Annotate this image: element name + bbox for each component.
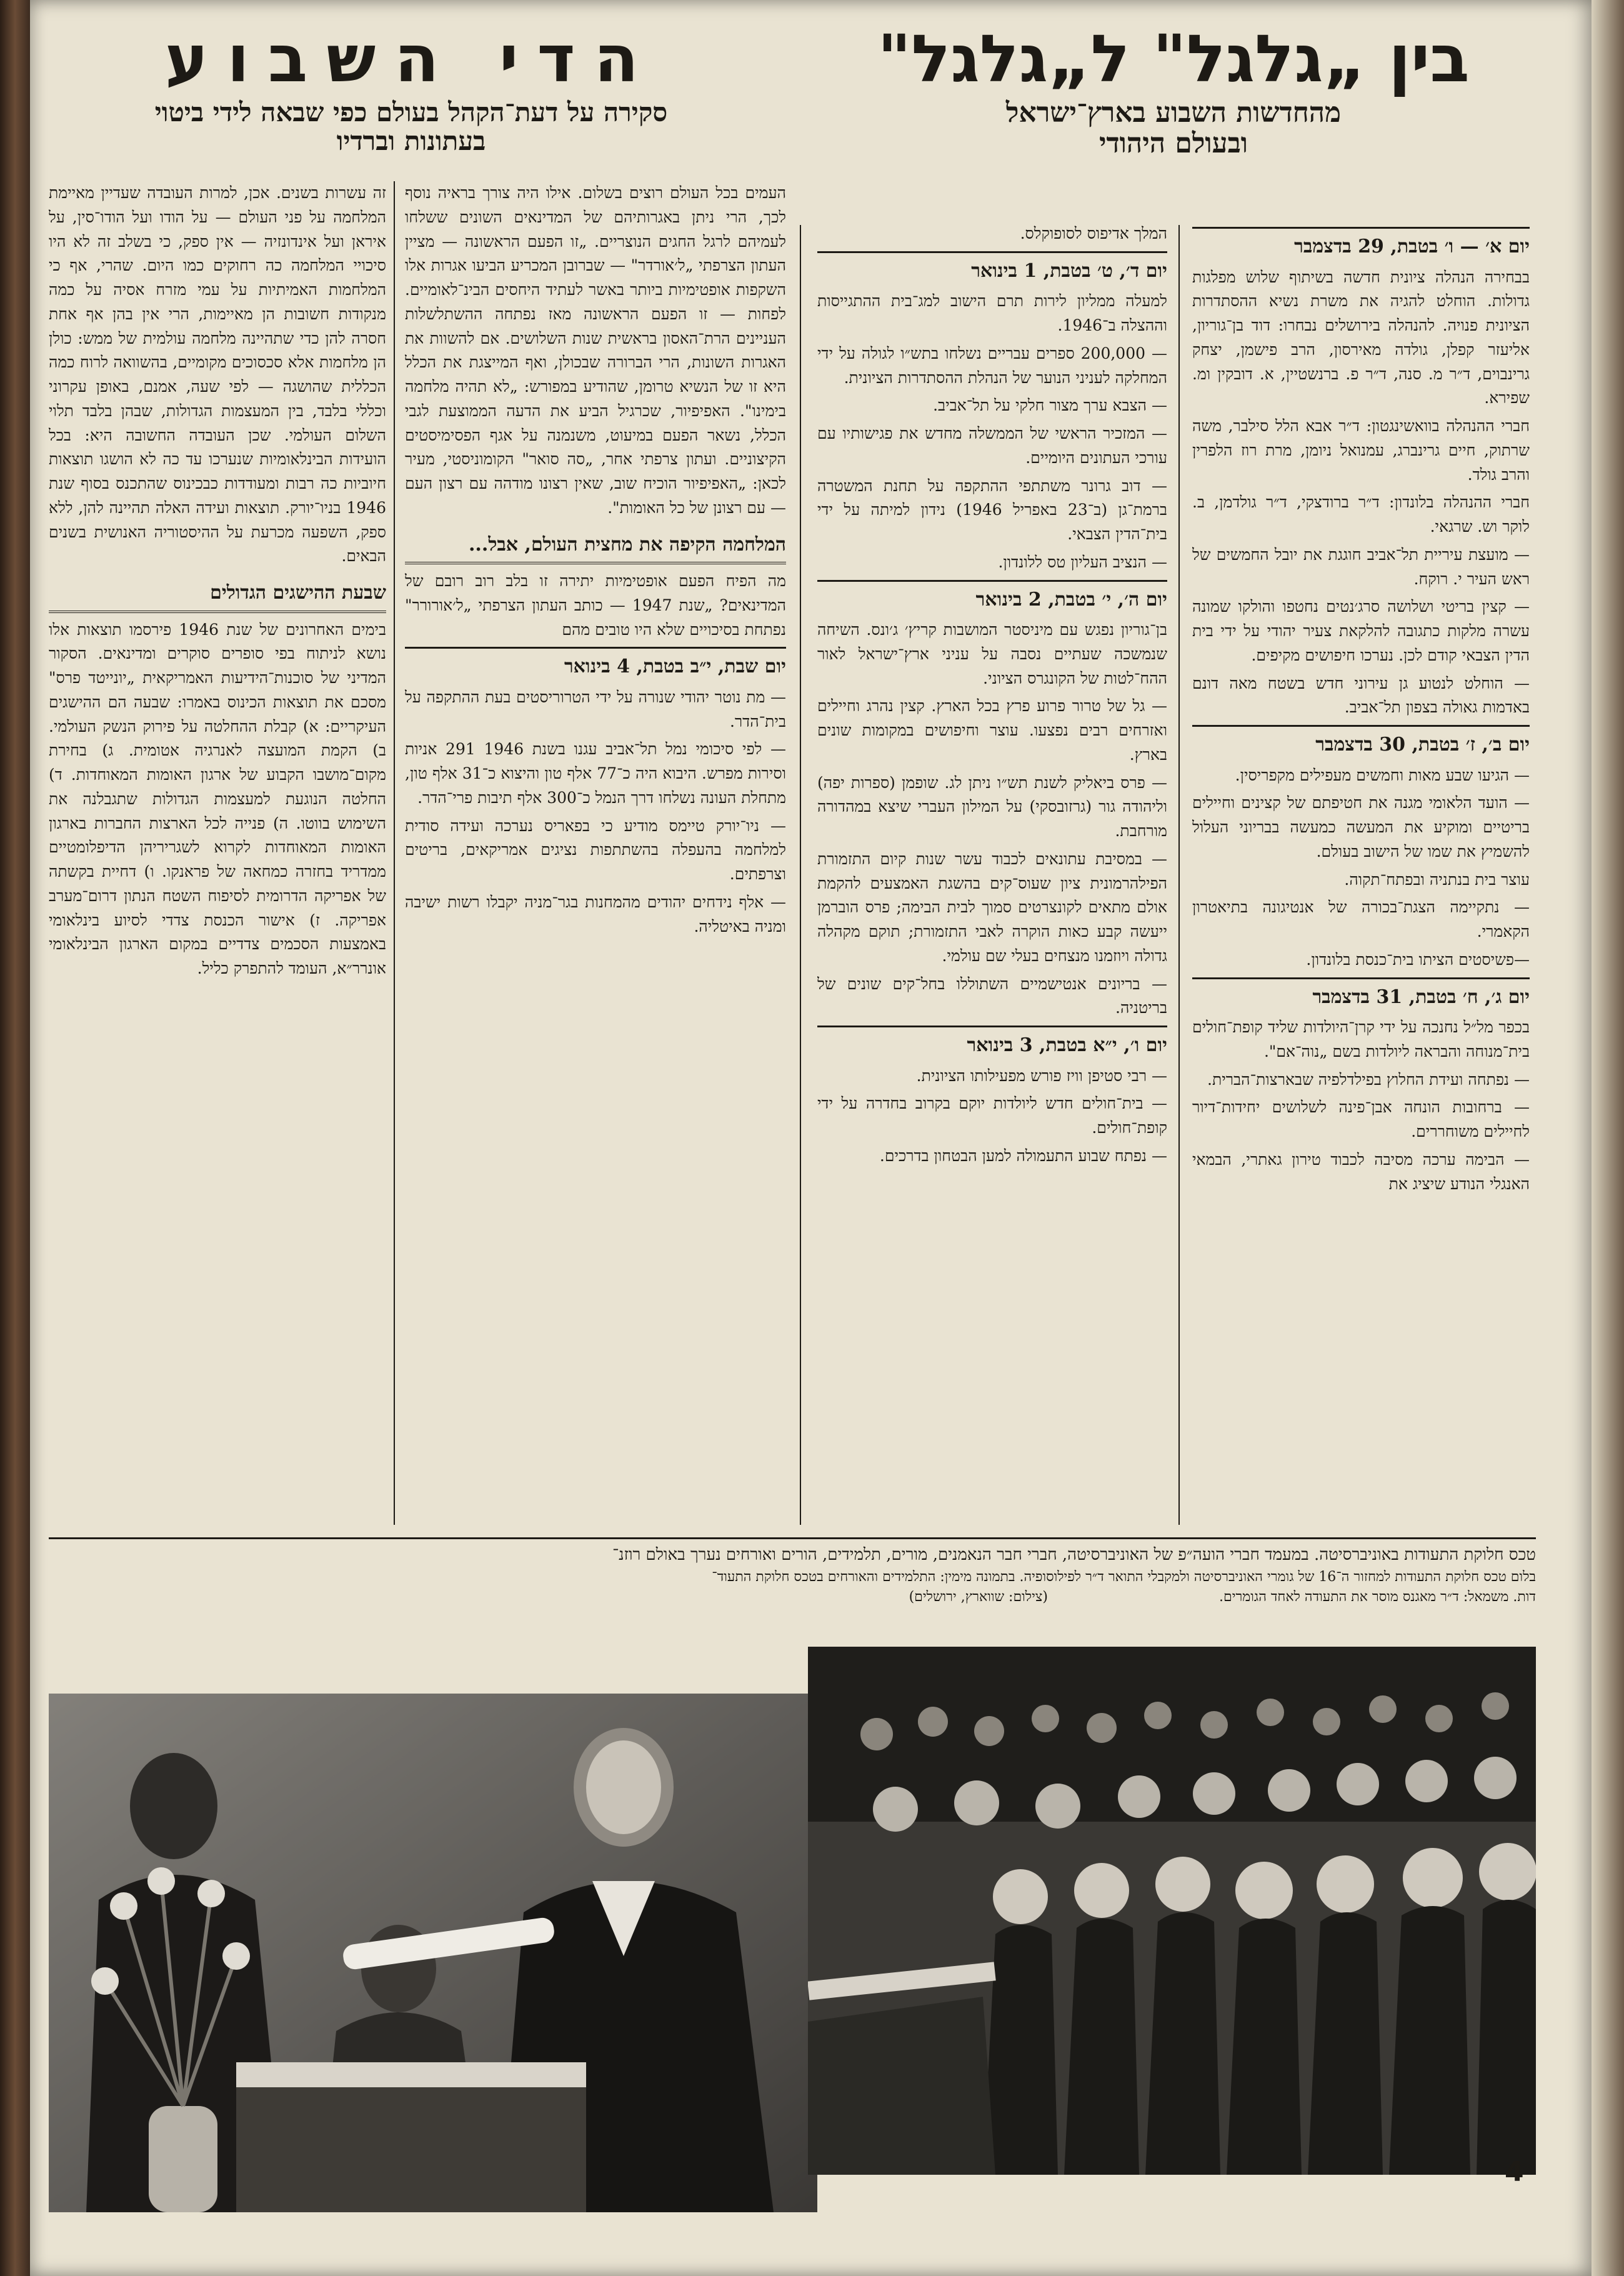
left-subtitle-2: בעתונות וברדיו [336,126,486,157]
news-paragraph: עוצר בית בנתניה ובפתח־תקוה. [1344,870,1530,889]
column-divider [800,225,801,1525]
photo-ceremony-audience [808,1647,1536,2175]
news-paragraph: — הצבא ערך מצור חלקי על תל־אביב. [933,396,1167,415]
news-paragraph: — דוב גרונר משתתפי ההתקפה על תחנת המשטרה ברמת־גן (ב־23 באפריל 1946) נידון למיתה על ידי בית־הדין הצבאי. [817,476,1167,543]
news-paragraph: — נפתחה ועידת החלוץ בפילדלפיה שבארצות־הברית. [1207,1070,1530,1089]
news-paragraph: — הבימה ערכה מסיבה לכבוד טירון גאתרי, הבמאי האנגלי הנודע שיציג את [1192,1150,1530,1193]
date-heading: יום שבת, י״ב בטבת, 4 בינואר [405,647,786,682]
news-paragraph: בבחירה הנהלה ציונית חדשה בשיתוף שלוש מפלגות גדולות. הוחלט להגיה את משרת נשיא ההסתדרות הציונית פנויה. להנהלה בירושלים נבחרו: דוד בן־גוריון, אליעזר קפלן, גולדה מאירסון, הרב פישמן, יצחק גרינבוים, ד״ר מ. סנה, ד״ר פ. ברנשטיין, א. דובקין ומ. שפירא. [1192,267,1530,407]
news-paragraph: — 200,000 ספרים עבריים נשלחו בתש״ו לגולה על ידי המחלקה לעניני הנוער של הנהלת ההסתדרות הציונית. [817,344,1167,387]
caption-rule [49,1537,1536,1539]
news-paragraph: המלך אדיפוס לסופוקלס. [1020,224,1167,242]
news-paragraph: —פשיסטים הציתו בית־כנסת בלונדון. [1306,950,1530,969]
right-headline: בין „גלגל" ל„גלגל" [877,21,1470,97]
news-paragraph: מה הפיח הפעם אופטימיות יתירה זו בלב רוב רובם של המדינאים? „שנת 1947 — כותב העתון הצרפתי „ל׳אורורר" נפתחת בסיכויים שלא היו טובים מהם [405,572,786,639]
news-paragraph: — הוחלט לנטוע גן עירוני חדש בשטח מאה דונם באדמות גאולה בצפון תל־אביב. [1192,674,1530,717]
news-paragraph: למעלה ממליון לירות תרם הישוב למג־בית ההתגייסות וההצלה ב־1946. [817,292,1167,334]
news-paragraph: בכפר מל״ל נחנכה על ידי קרן־היולדות שליד קופת־חולים בית־מנוחה והבראה ליולדות בשם „נוה־אם". [1192,1018,1530,1061]
news-paragraph: — ניו־יורק טיימס מודיע כי בפאריס נערכה ועידה סודית למלחמה בהעפלה בהשתתפות נציגים אמריקאים, בריטים וצרפתים. [405,816,786,883]
news-paragraph: — רבי סטיפן וויז פורש מפעילותו הציונית. [916,1066,1167,1085]
caption-line-2: בלום טכס חלוקת התעודות למחזור ה־16 של גומרי האוניברסיטה ולמקבלי התואר ד״ר לפילוסופיה. בתמונה מימין: התלמידים והאורחים בטכס חלוקת התעוד־ [712,1569,1536,1585]
book-spine [0,0,30,2276]
date-heading: יום א׳ — ו׳ בטבת, 29 בדצמבר [1192,227,1530,262]
column-divider [394,181,395,1525]
news-paragraph: — הגיעו שבע מאות וחמשים מעפילים מקפריסין. [1235,766,1530,784]
column-right-news-2 [817,222,1167,1528]
news-paragraph: — בית־חולים חדש ליולדות יוקם בקרוב בחדרה על ידי קופת־חולים. [817,1094,1167,1137]
date-heading: יום ג׳, ח׳ בטבת, 31 בדצמבר [1192,977,1530,1012]
right-masthead [817,21,1530,159]
photo-credit: (צילום: שווארץ, ירושלים) [909,1589,1048,1605]
column-left-review-1 [405,181,786,1528]
news-paragraph: — נתקיימה הצגת־בכורה של אנטיגונה בתיאטרון הקאמרי. [1192,898,1530,941]
page-number: 4 [1505,2156,1524,2188]
column-left-review-2 [49,181,386,1528]
date-heading: יום ד׳, ט׳ בטבת, 1 בינואר [817,251,1167,286]
caption-line-3-text: דות. משמאל: ד״ר מאגנס מוסר את התעודה לאחד הגומרים. [1218,1589,1536,1605]
news-paragraph: — ברחובות הונחה אבן־פינה לשלושים יחידות־דיור לחיילים משוחררים. [1192,1098,1530,1140]
photo-diploma-handover [49,1694,817,2212]
news-paragraph: העמים בכל העולם רוצים בשלום. אילו היה צורך בראיה נוסף לכך, הרי ניתן באגרותיהם של המדינאים השונים ששלחו לעמיהם לרגל החגים הנוצריים. „זו הפעם הראשונה — מציין העתון הצרפתי „ל׳אורדר" — שברובן המכריע הביעו אגרות אלו השקפות אופטימיות ביותר באשר לעתיד היחסים הבינ־לאומיים. לפחות — זו הפעם הראשונה מאז נפתחה ההשתלשלות העניינים הרת־האסון בראשית שנות השלושים. אם להשוות את האגרות השונות, הרי הברורה שבכולן, ואף המייצגת את הכלל היא זו של הנשיא טרומן, שהודיע במפורש: „לא תהיה מלחמה בימינו". האפיפיור, שכרגיל הביע את הדעה הממוצעת לגבי הכלל, נשאר הפעם במיעוט, משנמנה על אגף הפסימיסטים הקיצוניים. ועתון צרפתי אחר, „סה סואר" הקומוניסטי, מעיר לכאן: „האפיפיור הוכיח שוב, שאין רצונו מודהה עם רצון העם — עם רצונן של כל האומות". [405,184,786,517]
caption-line-1: טכס חלוקת התעודות באוניברסיטה. במעמד חברי הועה״פ של האוניברסיטה, חברי חבר הנאמנים, מורים, תלמידים, הורים ואורחים נערך באולם רוזנ־ [612,1545,1536,1564]
photo-caption [49,1544,1536,1607]
section-heading: שבעת ההישגים הגדולים [49,576,386,613]
column-right-news-1 [1192,222,1530,1528]
left-subtitle-1: סקירה על דעת־הקהל בעולם כפי שבאה לידי ביטוי [154,97,668,128]
date-heading: יום ו׳, י״א בטבת, 3 בינואר [817,1026,1167,1061]
news-paragraph: — המזכיר הראשי של הממשלה מחדש את פגישותיו עם עורכי העתונים היומיים. [817,424,1167,467]
magazine-page [30,0,1592,2276]
news-paragraph: — פרס ביאליק לשנת תש״ו ניתן לג. שופמן (ספרות יפה) וליהודה גור (גרזובסקי) על המילון העברי שיצא במהדורה מורחבת. [817,773,1167,840]
news-paragraph: זה עשרות בשנים. אכן, למרות העובדה שעדיין מאיימת המלחמה על פני העולם — על הודו ועל הודו־סין, על איראן ועל אינדונזיה — אין ספק, כי בשלב זה לא היו סיכויי המלחמה כה רחוקים כמו היום. שהרי, אף כי המלחמות האמיתיות על עמי מזרח אסיה על כמה מנקודות חשובות הן מאיימות, הרי אין בהן אף אחת חסרה להן כדי שתהיינה מלחמה עולמית של ממש: כולן הן מלחמות אלא סכסוכים מקומיים, בהשוואה לרוח כמה הכללית שהושגה — לפי שעה, אמנם, באופן עקרוני וכללי בלבד, בין המעצמות הגדולות, שבהן בלבד תלוי השלום העולמי. שכן העובדה החשובה היא: בכל הועידות הבינלאומיות שנערכו עד כה לא הושגו תוצאות חיוביות כה רבות ומעודדות כבכינוס שהתכנס בסוף שנת 1946 בניו־יורק. תוצאות ועידה האלה תהיינה להן, ללא ספק, השפעה מכרעת על ההיסטוריה האנושית בשנים הבאים. [49,184,386,566]
news-paragraph: — מועצת עיריית תל־אביב חוגגת את יובל החמשים של ראש העיר י. רוקח. [1192,545,1530,588]
news-paragraph: — מת נוטר יהודי שנורה על ידי הטרוריסטים בעת ההתקפה על בית־הדר. [405,687,786,731]
news-paragraph: — קצין בריטי ושלושה סרג׳נטים נחטפו והולקו שמונה עשרה מלקות כתגובה להלקאת צעיר יהודי על ידי בית הדין הצבאי קודם לכן. נערכו חיפושים מקיפים. [1192,597,1530,664]
news-paragraph: — במסיבת עתונאים לכבוד עשר שנות קיום התזמורת הפילהרמונית ציון שעוס־קים בהשגת האמצעים להקמת אולם מתאים לקונצרטים סמוך לבית הבימה; פרס הוברמן ייעשה קבע כאות הוקרה לאבי התזמורת; תוקם מקהלה גדולה ויוזמנו מנצחים בעלי שם עולמי. [817,849,1167,965]
left-headline: הדי השבוע [164,21,658,97]
news-paragraph: — נפתח שבוע התעמולה למען הבטחון בדרכים. [879,1146,1167,1165]
news-paragraph: חברי ההנהלה בלונדון: ד״ר ברודצקי, ד״ר גולדמן, ב. לוקר וש. שרגאי. [1192,493,1530,536]
news-paragraph: — גל של טרור פרוע פרץ בכל הארץ. קצין נהרג וחיילים ואזרחים רבים נפצעו. עוצר וחיפושים במקומות שונים בארץ. [817,697,1167,764]
column-divider [1178,225,1180,1525]
news-paragraph: בימים האחרונים של שנת 1946 פירסמו תוצאות אלו נושא לניתוח בפי סופרים סוקרים ומדינאים. הסקור המדיני של סוכנות־הידיעות האמריקאית „יונייטד פרס" מסכם את תוצאות הכינוס באמרו: שבעה הם ההישגים העיקריים: א) קבלת ההחלטה על פירוק הנשק העולמי. ב) הקמת המועצה לאנרגיה אטומית. ג) בחירת מקום־מושבו הקבוע של ארגון האומות המאוחדות. ד) החלטה הנוגעת למעצמות הגדולות שתגבלנה את השימוש בווטו. ה) פנייה לכל הארצות החברות בארגון האומות המאוחדות לקרוא לשגריריהן הדיפלומטיים ממדריד בחזרה כמחאה של פראנקו. ו) דחיית בקשתה של אפריקה הדרומית לסיפוח השטח הנתון דרום־מערב אפריקה. ז) אישור הכנסת צדדי לסיוע בינלאומי באמצעות הסכמים צדדיים במקום הארגון הבינלאומי אונרר״א, העומד להתפרק כליל. [49,620,386,977]
news-paragraph: — בריונים אנטישמיים השתוללו בחל־קים שונים של בריטניה. [817,974,1167,1017]
caption-line-3 [49,1587,1536,1607]
right-subtitle-1: מהחדשות השבוע בארץ־ישראל [1005,97,1342,129]
date-heading: יום ה׳, י׳ בטבת, 2 בינואר [817,580,1167,615]
date-heading: יום ב׳, ז׳ בטבת, 30 בדצמבר [1192,725,1530,760]
right-subtitle-2: ובעולם היהודי [1098,127,1248,159]
news-paragraph: — הועד הלאומי מגנה את חטיפתם של קצינים וחיילים בריטיים ומוקיע את המעשה כמעשה בבריוני העלול להשמיץ את שמו של הישוב בעולם. [1192,794,1530,861]
news-paragraph: — הנציב העליון טס ללונדון. [998,552,1167,571]
section-heading: המלחמה הקיפה את מחצית העולם, אבל... [405,528,786,565]
news-paragraph: בן־גוריון נפגש עם מיניסטר המושבות קריץ׳ ג׳ונס. השיחה שנמשכה שעתיים נסבה על עניני ארץ־ישראל לאור ההח־לטות של הקונגרס הציוני. [817,621,1167,687]
news-paragraph: — אלף נידחים יהודים מהמחנות בגר־מניה יקבלו רשות ישיבה ומניה באיטליה. [405,892,786,936]
news-paragraph: — לפי סיכומי נמל תל־אביב עגנו בשנת 1946 291 אניות וסירות מפרש. היבוא היה כ־77 אלף טון והיצוא כ־31 אלף טון, מתחלת העונה נשלחו דרך הנמל כ־300 אלף תיבות פרי־הדר. [405,740,786,807]
left-masthead [36,21,786,157]
news-paragraph: חברי ההנהלה בוואשינגטון: ד״ר אבא הלל סילבר, משה שרתוק, חיים גרינברג, עמנואל ניומן, מרת רוז הלפרין והרב גולד. [1192,417,1530,484]
page-edge [1592,0,1624,2276]
